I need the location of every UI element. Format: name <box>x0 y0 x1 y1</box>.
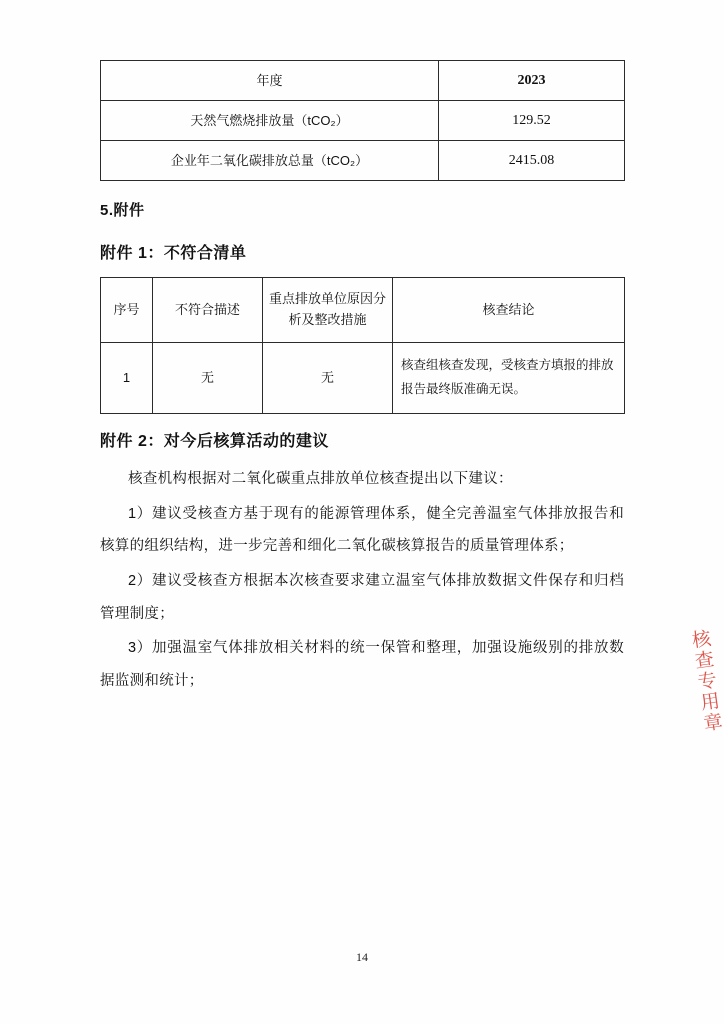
nonconformity-table <box>100 277 625 414</box>
table-row <box>101 101 625 141</box>
annex2-paragraph: 1）建议受核查方基于现有的能源管理体系，健全完善温室气体排放报告和核算的组织结构，进一步完善和细化二氧化碳核算报告的质量管理体系； <box>100 505 624 555</box>
annex2-paragraph: 核查机构根据对二氧化碳重点排放单位核查提出以下建议： <box>128 471 513 487</box>
table-row <box>101 61 625 101</box>
annex2-title: 附件 2：对今后核算活动的建议 <box>100 433 329 450</box>
annex2-paragraph: 3）加强温室气体排放相关材料的统一保管和整理，加强设施级别的排放数据监测和统计； <box>100 640 624 689</box>
column-header-desc: 不符合描述 <box>153 278 263 343</box>
year-value: 2023 <box>439 61 625 101</box>
column-header-cause: 重点排放单位原因分析及整改措施 <box>263 278 393 343</box>
table-header-row <box>101 278 625 343</box>
cell-cause: 无 <box>263 343 393 414</box>
page-number: 14 <box>356 950 368 964</box>
cell-desc: 无 <box>153 343 263 414</box>
gas-emission-label: 天然气燃烧排放量（tCO₂） <box>101 101 439 141</box>
total-emission-value: 2415.08 <box>439 141 625 181</box>
gas-emission-value: 129.52 <box>439 101 625 141</box>
annex1-title: 附件 1：不符合清单 <box>100 245 247 262</box>
annex2-paragraph: 2）建议受核查方根据本次核查要求建立温室气体排放数据文件保存和归档管理制度； <box>100 572 624 622</box>
table-row <box>101 343 625 414</box>
cell-no: 1 <box>101 343 153 414</box>
cell-conclusion: 核查组核查发现，受核查方填报的排放报告最终版准确无误。 <box>393 343 625 414</box>
page-content <box>100 60 624 699</box>
table-row <box>101 141 625 181</box>
year-label: 年度 <box>101 61 439 101</box>
column-header-no: 序号 <box>101 278 153 343</box>
section-heading-attachments: 5.附件 <box>100 202 145 219</box>
total-emission-label: 企业年二氧化碳排放总量（tCO₂） <box>101 141 439 181</box>
column-header-conclusion: 核查结论 <box>393 278 625 343</box>
red-seal-stamp: 核查专用章 <box>687 627 724 735</box>
emission-summary-table <box>100 60 625 181</box>
